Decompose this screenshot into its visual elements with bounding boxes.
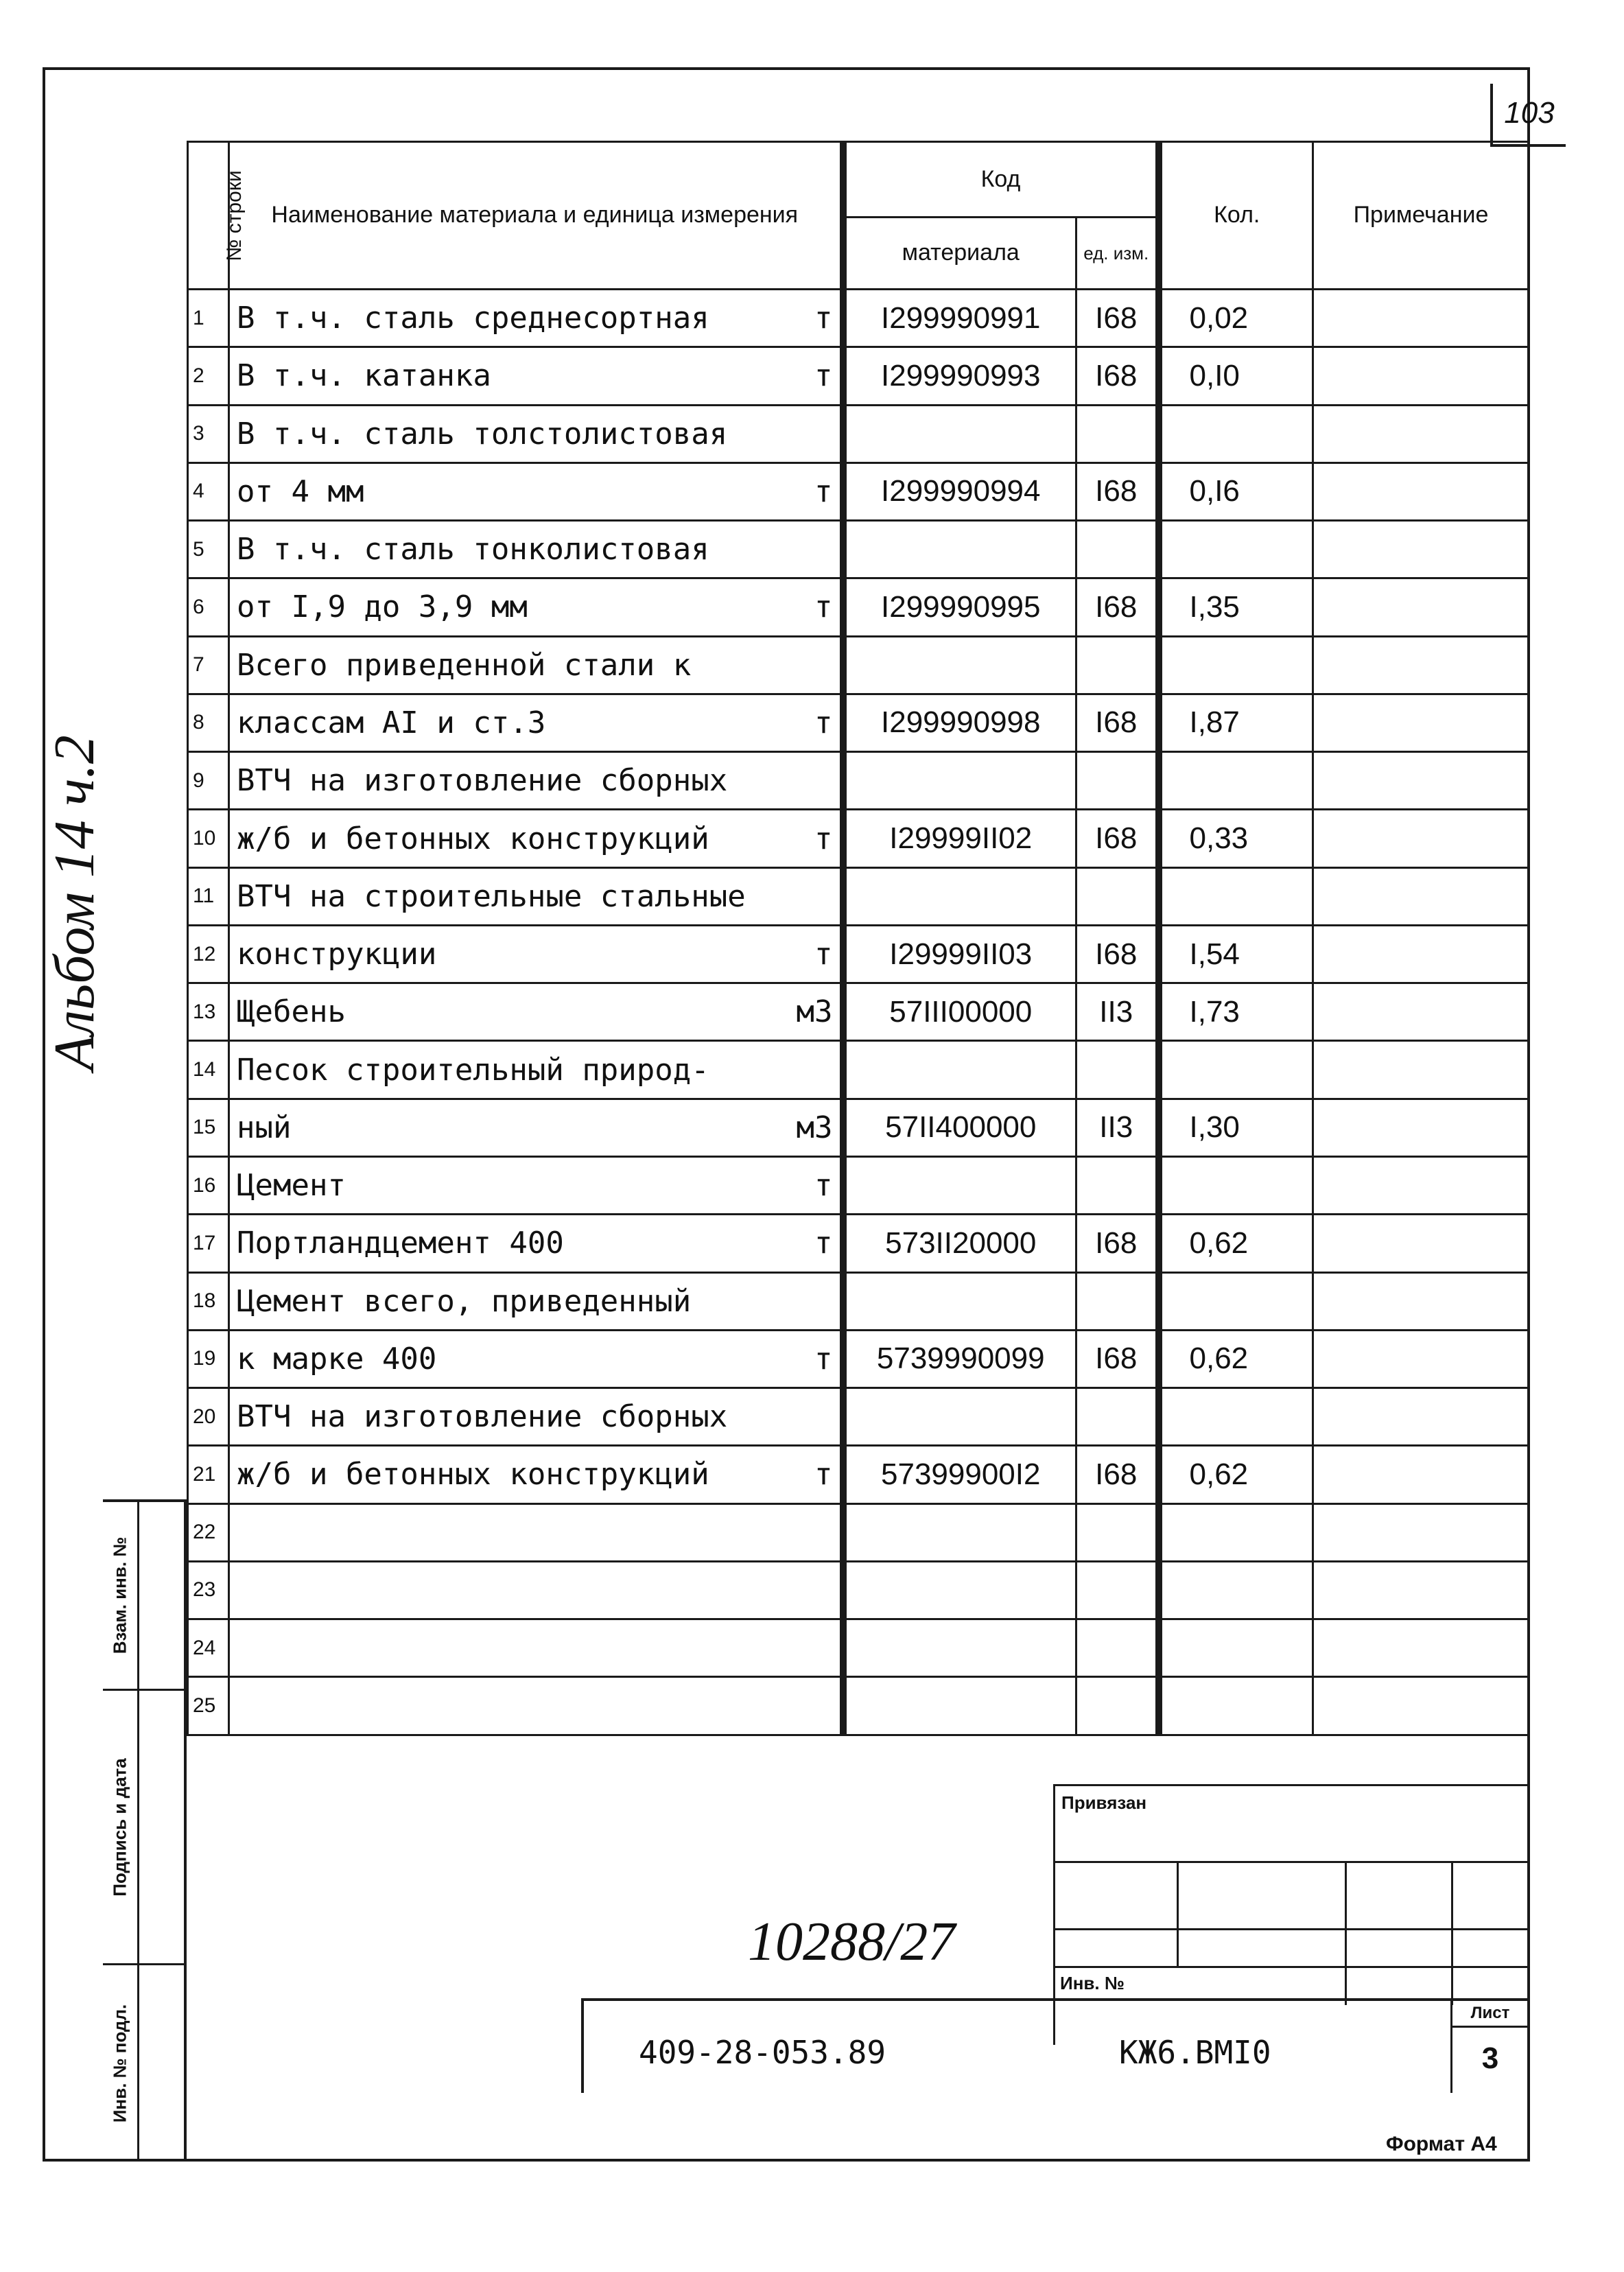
inv-podl-label: Инв. № подл. [109, 2004, 130, 2123]
quantity: 0,62 [1159, 1330, 1313, 1387]
document-mark: КЖ6.ВМI0 [1119, 2034, 1271, 2071]
note [1313, 925, 1529, 983]
table-row [188, 752, 1529, 810]
unit-of-measure: м3 [796, 994, 833, 1030]
unit-code [1076, 1388, 1159, 1446]
unit-code: I68 [1076, 290, 1159, 347]
handwritten-number: 10288/27 [748, 1912, 956, 1972]
material-name: Цемент [237, 1168, 346, 1204]
material-name-cell [229, 1677, 843, 1735]
row-number: 24 [188, 1619, 229, 1677]
material-name-cell [229, 1272, 843, 1330]
left-stamp-strip [103, 1499, 187, 2162]
material-name-cell [229, 1041, 843, 1099]
table-row [188, 925, 1529, 983]
row-number: 14 [188, 1041, 229, 1099]
unit-code: I68 [1076, 1446, 1159, 1503]
note [1313, 462, 1529, 520]
material-code [843, 752, 1076, 810]
note [1313, 1272, 1529, 1330]
note [1313, 1099, 1529, 1156]
material-name-cell [229, 983, 843, 1041]
row-number: 18 [188, 1272, 229, 1330]
row-number: 5 [188, 521, 229, 578]
material-name: В т.ч. катанка [237, 358, 491, 394]
unit-code [1076, 1503, 1159, 1561]
quantity: 0,02 [1159, 290, 1313, 347]
note [1313, 1561, 1529, 1619]
format-label: Формат А4 [1386, 2133, 1497, 2155]
material-code: 57399900I2 [843, 1446, 1076, 1503]
row-number: 3 [188, 405, 229, 462]
quantity: I,54 [1159, 925, 1313, 983]
header-note: Примечание [1313, 142, 1529, 290]
material-name: ВТЧ на строительные стальные [237, 878, 746, 914]
row-number: 8 [188, 694, 229, 751]
quantity: I,73 [1159, 983, 1313, 1041]
table-row [188, 1446, 1529, 1503]
note [1313, 1619, 1529, 1677]
table-row [188, 578, 1529, 636]
material-name-cell [229, 1156, 843, 1214]
table-row [188, 462, 1529, 520]
material-code [843, 636, 1076, 694]
row-number: 1 [188, 290, 229, 347]
sheet-label: Лист [1452, 2001, 1528, 2028]
unit-of-measure: т [814, 705, 833, 740]
row-number: 12 [188, 925, 229, 983]
inv-no-label: Инв. № [1060, 1973, 1125, 1993]
material-code: I299990995 [843, 578, 1076, 636]
material-code [843, 1156, 1076, 1214]
row-number: 11 [188, 867, 229, 925]
note [1313, 983, 1529, 1041]
note [1313, 1156, 1529, 1214]
material-code: I29999II02 [843, 810, 1076, 867]
row-number: 6 [188, 578, 229, 636]
row-number: 16 [188, 1156, 229, 1214]
material-name: конструкции [237, 937, 437, 972]
row-number: 19 [188, 1330, 229, 1387]
material-name: ВТЧ на изготовление сборных [237, 763, 728, 799]
quantity: 0,I0 [1159, 347, 1313, 405]
unit-of-measure: т [814, 1168, 833, 1204]
quantity: I,35 [1159, 578, 1313, 636]
note [1313, 1503, 1529, 1561]
table-row [188, 1156, 1529, 1214]
row-number: 2 [188, 347, 229, 405]
unit-code [1076, 1272, 1159, 1330]
material-code: I299990998 [843, 694, 1076, 751]
podpis-box [103, 1691, 187, 1965]
quantity [1159, 1561, 1313, 1619]
header-row-no: № строки [188, 142, 229, 290]
vzam-label: Взам. инв. № [109, 1536, 130, 1654]
note [1313, 752, 1529, 810]
material-code [843, 1388, 1076, 1446]
material-code: I299990994 [843, 462, 1076, 520]
note [1313, 290, 1529, 347]
material-name-cell [229, 636, 843, 694]
sheet-value: 3 [1481, 2041, 1499, 2075]
table-row [188, 405, 1529, 462]
unit-code: I68 [1076, 810, 1159, 867]
row-number: 4 [188, 462, 229, 520]
unit-of-measure: м3 [796, 1110, 833, 1145]
table-row [188, 1388, 1529, 1446]
quantity [1159, 867, 1313, 925]
row-number: 25 [188, 1677, 229, 1735]
header-name: Наименование материала и единица измерения [229, 142, 843, 290]
table-row [188, 1215, 1529, 1272]
unit-code: II3 [1076, 983, 1159, 1041]
unit-code [1076, 636, 1159, 694]
material-name-cell [229, 578, 843, 636]
table-row [188, 1330, 1529, 1387]
material-name: ж/б и бетонных конструкций [237, 821, 709, 856]
material-name: от I,9 до 3,9 мм [237, 589, 528, 625]
quantity [1159, 521, 1313, 578]
unit-of-measure: т [814, 358, 833, 394]
unit-code [1076, 1677, 1159, 1735]
unit-code: II3 [1076, 1099, 1159, 1156]
row-number: 13 [188, 983, 229, 1041]
material-name-cell [229, 1619, 843, 1677]
quantity [1159, 1503, 1313, 1561]
material-name: Песок строительный природ- [237, 1052, 709, 1088]
material-name: В т.ч. сталь тонколистовая [237, 532, 709, 567]
material-name: В т.ч. сталь толстолистовая [237, 416, 728, 452]
material-name: ный [237, 1110, 292, 1145]
quantity [1159, 1272, 1313, 1330]
unit-code [1076, 1041, 1159, 1099]
material-name-cell [229, 694, 843, 751]
material-name-cell [229, 1215, 843, 1272]
unit-of-measure: т [814, 1457, 833, 1492]
material-code [843, 867, 1076, 925]
material-code [843, 1677, 1076, 1735]
row-number: 23 [188, 1561, 229, 1619]
material-name: В т.ч. сталь среднесортная [237, 301, 709, 336]
material-name-cell [229, 347, 843, 405]
row-number: 7 [188, 636, 229, 694]
album-label: Альбом 14 ч.2 [43, 735, 106, 1070]
table-row [188, 1503, 1529, 1561]
unit-of-measure: т [814, 1226, 833, 1261]
material-code: I29999II03 [843, 925, 1076, 983]
material-name: Цемент всего, приведенный [237, 1283, 692, 1319]
header-qty: Кол. [1159, 142, 1313, 290]
material-code: 5739990099 [843, 1330, 1076, 1387]
unit-code [1076, 521, 1159, 578]
material-name-cell [229, 290, 843, 347]
material-name: Портландцемент 400 [237, 1226, 564, 1261]
quantity [1159, 1388, 1313, 1446]
material-code [843, 1619, 1076, 1677]
material-name-cell [229, 867, 843, 925]
unit-code: I68 [1076, 925, 1159, 983]
header-code: Код [843, 142, 1159, 218]
title-block [581, 1998, 1528, 2093]
header-code-material: материала [843, 218, 1076, 290]
unit-code: I68 [1076, 1215, 1159, 1272]
note [1313, 1330, 1529, 1387]
quantity: 0,33 [1159, 810, 1313, 867]
note [1313, 867, 1529, 925]
material-code [843, 405, 1076, 462]
materials-table [187, 141, 1528, 1736]
material-name-cell [229, 521, 843, 578]
table-row [188, 1677, 1529, 1735]
row-number: 15 [188, 1099, 229, 1156]
quantity [1159, 636, 1313, 694]
row-number: 17 [188, 1215, 229, 1272]
privyazan-label: Привязан [1061, 1792, 1147, 1813]
material-name: Всего приведенной стали к [237, 647, 692, 683]
table-row [188, 636, 1529, 694]
table-row [188, 290, 1529, 347]
unit-code [1076, 1619, 1159, 1677]
note [1313, 1446, 1529, 1503]
quantity [1159, 1156, 1313, 1214]
table-row [188, 1099, 1529, 1156]
table-row [188, 1561, 1529, 1619]
quantity [1159, 1619, 1313, 1677]
material-name: ВТЧ на изготовление сборных [237, 1399, 728, 1435]
unit-of-measure: т [814, 821, 833, 856]
material-code [843, 1272, 1076, 1330]
material-name-cell [229, 925, 843, 983]
unit-of-measure: т [814, 473, 833, 509]
table-row [188, 1041, 1529, 1099]
material-code [843, 1041, 1076, 1099]
material-name-cell [229, 1388, 843, 1446]
material-name: Щебень [237, 994, 346, 1030]
quantity [1159, 405, 1313, 462]
sheet-number: 103 [1490, 84, 1566, 147]
quantity [1159, 752, 1313, 810]
unit-code: I68 [1076, 347, 1159, 405]
row-number: 20 [188, 1388, 229, 1446]
unit-of-measure: т [814, 937, 833, 972]
material-name-cell [229, 1503, 843, 1561]
row-number: 21 [188, 1446, 229, 1503]
inv-podl-box [103, 1965, 187, 2162]
material-code [843, 1503, 1076, 1561]
unit-code [1076, 867, 1159, 925]
material-code: 573II20000 [843, 1215, 1076, 1272]
material-name: от 4 мм [237, 473, 364, 509]
unit-code [1076, 752, 1159, 810]
quantity: I,30 [1159, 1099, 1313, 1156]
unit-code [1076, 1561, 1159, 1619]
unit-of-measure: т [814, 301, 833, 336]
note [1313, 521, 1529, 578]
row-number: 9 [188, 752, 229, 810]
table-row [188, 521, 1529, 578]
material-code: 57II400000 [843, 1099, 1076, 1156]
note [1313, 1677, 1529, 1735]
quantity [1159, 1041, 1313, 1099]
podpis-label: Подпись и дата [109, 1757, 130, 1897]
table-row [188, 867, 1529, 925]
material-code: I299990993 [843, 347, 1076, 405]
note [1313, 347, 1529, 405]
sheet-box [1450, 2001, 1528, 2093]
note [1313, 810, 1529, 867]
material-name-cell [229, 1330, 843, 1387]
table-row [188, 347, 1529, 405]
table-row [188, 694, 1529, 751]
note [1313, 1041, 1529, 1099]
quantity: 0,62 [1159, 1446, 1313, 1503]
unit-of-measure: т [814, 1341, 833, 1377]
header-code-unit: ед. изм. [1076, 218, 1159, 290]
unit-code: I68 [1076, 1330, 1159, 1387]
note [1313, 578, 1529, 636]
material-name-cell [229, 810, 843, 867]
table-row [188, 810, 1529, 867]
note [1313, 1215, 1529, 1272]
table-row [188, 983, 1529, 1041]
material-name-cell [229, 1561, 843, 1619]
material-name: к марке 400 [237, 1341, 437, 1377]
note [1313, 1388, 1529, 1446]
unit-code: I68 [1076, 462, 1159, 520]
note [1313, 694, 1529, 751]
unit-of-measure: т [814, 589, 833, 625]
material-code: 57III00000 [843, 983, 1076, 1041]
table-row [188, 1272, 1529, 1330]
row-number: 22 [188, 1503, 229, 1561]
note [1313, 636, 1529, 694]
vzam-box [103, 1502, 187, 1691]
material-name-cell [229, 405, 843, 462]
table-row [188, 1619, 1529, 1677]
material-code [843, 521, 1076, 578]
unit-code [1076, 1156, 1159, 1214]
material-name: классам AI и ст.3 [237, 705, 546, 740]
unit-code: I68 [1076, 578, 1159, 636]
material-name-cell [229, 752, 843, 810]
unit-code: I68 [1076, 694, 1159, 751]
material-code [843, 1561, 1076, 1619]
row-number: 10 [188, 810, 229, 867]
quantity: 0,62 [1159, 1215, 1313, 1272]
quantity: I,87 [1159, 694, 1313, 751]
quantity [1159, 1677, 1313, 1735]
unit-code [1076, 405, 1159, 462]
material-name-cell [229, 462, 843, 520]
material-name: ж/б и бетонных конструкций [237, 1457, 709, 1492]
note [1313, 405, 1529, 462]
quantity: 0,I6 [1159, 462, 1313, 520]
material-code: I299990991 [843, 290, 1076, 347]
document-code: 409-28-053.89 [639, 2034, 886, 2071]
material-name-cell [229, 1099, 843, 1156]
material-name-cell [229, 1446, 843, 1503]
